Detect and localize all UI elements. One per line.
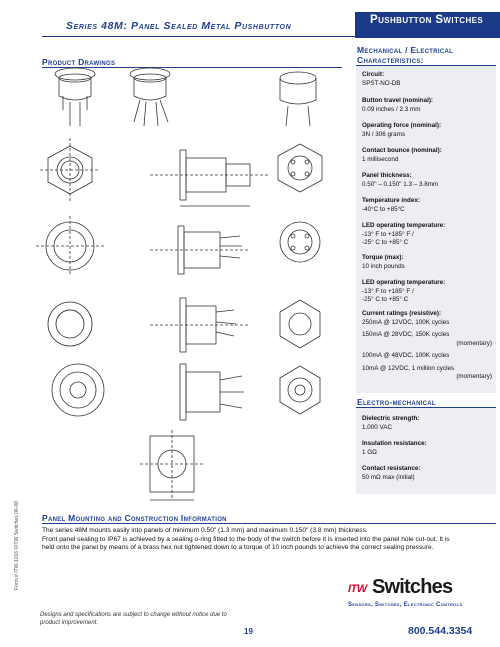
- front-view-hex-drawing: [40, 138, 100, 202]
- spec-insulation-resistance: [362, 440, 427, 457]
- spec-led-operating-temperature: [362, 222, 445, 248]
- current-rating-row: 100mA @ 48VDC, 100K cycles: [362, 352, 450, 359]
- technical-drawings: [30, 66, 340, 506]
- spec-value: 0.50" – 0.150" 1.3 – 3.8mm: [362, 180, 439, 188]
- header-rule: [42, 36, 355, 37]
- spec-label: Insulation resistance:: [362, 440, 427, 447]
- spec-value: 1,000 VAC: [362, 423, 392, 431]
- panel-mounting-text: [42, 527, 462, 553]
- spec-label: Button travel (nominal):: [362, 97, 434, 104]
- panel-mounting-rule: [42, 523, 496, 524]
- itw-logo-mark: ITW: [348, 583, 367, 595]
- spec-operating-force: [362, 122, 441, 139]
- side-view-drawing: [150, 150, 270, 206]
- switch-side-isometric-drawing: [280, 72, 316, 126]
- logo-tagline: Sensors, Switches, Electronic Controls: [348, 602, 463, 608]
- spec-button-travel: [362, 97, 433, 114]
- panel-mounting-heading: Panel Mounting and Construction Information: [42, 513, 227, 523]
- spec-label: LED operating temperature:: [362, 279, 446, 286]
- spec-label: Contact bounce (nominal):: [362, 147, 442, 154]
- rear-view-drawing: [278, 144, 322, 192]
- rear-view-illuminated-drawing: [280, 300, 320, 348]
- spec-label: Torque (max):: [362, 254, 404, 261]
- phone-number[interactable]: 800.544.3354: [408, 625, 473, 637]
- series-title: Series 48M: Panel Sealed Metal Pushbutton: [66, 20, 292, 32]
- disclaimer: Designs and specifications are subject to change without notice due to product improvement.: [40, 612, 227, 626]
- product-drawings-heading: Product Drawings: [42, 57, 116, 67]
- current-rating-row: 10mA @ 12VDC, 1 million cycles: [362, 364, 455, 372]
- front-view-large-drawing: [52, 364, 104, 416]
- spec-contact-resistance: [362, 465, 420, 482]
- spec-value: 1 GΩ: [362, 448, 377, 456]
- form-code: Form # ITW-1016 ©ITW Switches 06-08: [14, 501, 20, 590]
- panel-mounting-paragraph: The series 48M mounts easily into panels of minimum 0.50" (1.3 mm) and maximum 0.150" (3.8 mm) thickness.: [42, 527, 368, 534]
- spec-value: 50 mΩ max (initial): [362, 473, 415, 481]
- spec-label: LED operating temperature:: [362, 222, 446, 229]
- spec-label: Circuit:: [362, 71, 385, 78]
- side-view-large-drawing: [180, 364, 244, 420]
- panel-mounting-paragraph: Front panel sealing to IP67 is achieved by a sealing o-ring fitted to the body of the switch before it is inserted into the panel hole cut-out. It is held onto the panel by means of a brass hex nut tightened down to a torque of 10 inch pounds to achieve the correct sealing pressure.: [42, 535, 450, 552]
- rear-view-large-drawing: [280, 366, 320, 414]
- spec-dielectric-strength: [362, 415, 419, 432]
- electro-mechanical-heading: Electro-mechanical: [357, 397, 436, 407]
- spec-value: 10 inch pounds: [362, 262, 405, 270]
- current-rating-row: 150mA @ 28VDC, 150K cycles: [362, 331, 450, 338]
- itw-logo-wordmark: Switches: [372, 576, 453, 598]
- spec-value: -13° F to +185° F /: [362, 287, 414, 295]
- front-view-illuminated-drawing: [48, 302, 92, 346]
- current-rating-row: 250mA @ 12VDC, 100K cycles: [362, 318, 450, 326]
- spec-value: -25° C to +85° C: [362, 296, 409, 303]
- spec-value: -25° C to +85° C: [362, 239, 409, 246]
- spec-label: Dielectric strength:: [362, 415, 420, 422]
- front-view-round-drawing: [36, 216, 104, 276]
- spec-label: Temperature index:: [362, 197, 420, 204]
- section-tab-label: Pushbutton Switches: [370, 14, 484, 26]
- spec-circuit: [362, 71, 401, 88]
- spec-value: SPST-NO-DB: [362, 79, 401, 87]
- side-view-led-drawing: [150, 226, 250, 274]
- panel-cutout-drawing: [140, 430, 204, 500]
- spec-label: Current ratings (resistive):: [362, 310, 442, 317]
- spec-value: 0.09 inches / 2.3 mm: [362, 105, 421, 113]
- mechanical-heading-line2: Characteristics:: [357, 55, 424, 65]
- spec-value: -13° F to +185° F /: [362, 230, 414, 238]
- spec-panel-thickness: [362, 172, 438, 189]
- spec-value: 1 millisecond: [362, 155, 399, 163]
- rear-view-led-drawing: [280, 222, 320, 262]
- page-number: 19: [244, 627, 253, 636]
- spec-temperature-index: [362, 197, 420, 214]
- mechanical-heading-line1: Mechanical / Electrical: [357, 45, 454, 55]
- spec-label: Contact resistance:: [362, 465, 421, 472]
- side-view-illuminated-drawing: [150, 298, 250, 352]
- current-rating-note: (momentary): [456, 339, 492, 347]
- spec-current-ratings: [362, 310, 492, 382]
- switch-isometric-drawing: [55, 68, 95, 126]
- switch-led-isometric-drawing: [130, 68, 170, 126]
- spec-torque: [362, 254, 405, 271]
- spec-led-operating-temperature-2: [362, 279, 445, 305]
- spec-label: Operating force (nominal):: [362, 122, 442, 129]
- spec-value: -40°C to +85°C: [362, 205, 405, 213]
- spec-contact-bounce: [362, 147, 442, 164]
- spec-value: 3N / 306 grams: [362, 130, 406, 138]
- current-rating-note: (momentary): [456, 373, 492, 380]
- spec-label: Panel thickness:: [362, 172, 412, 179]
